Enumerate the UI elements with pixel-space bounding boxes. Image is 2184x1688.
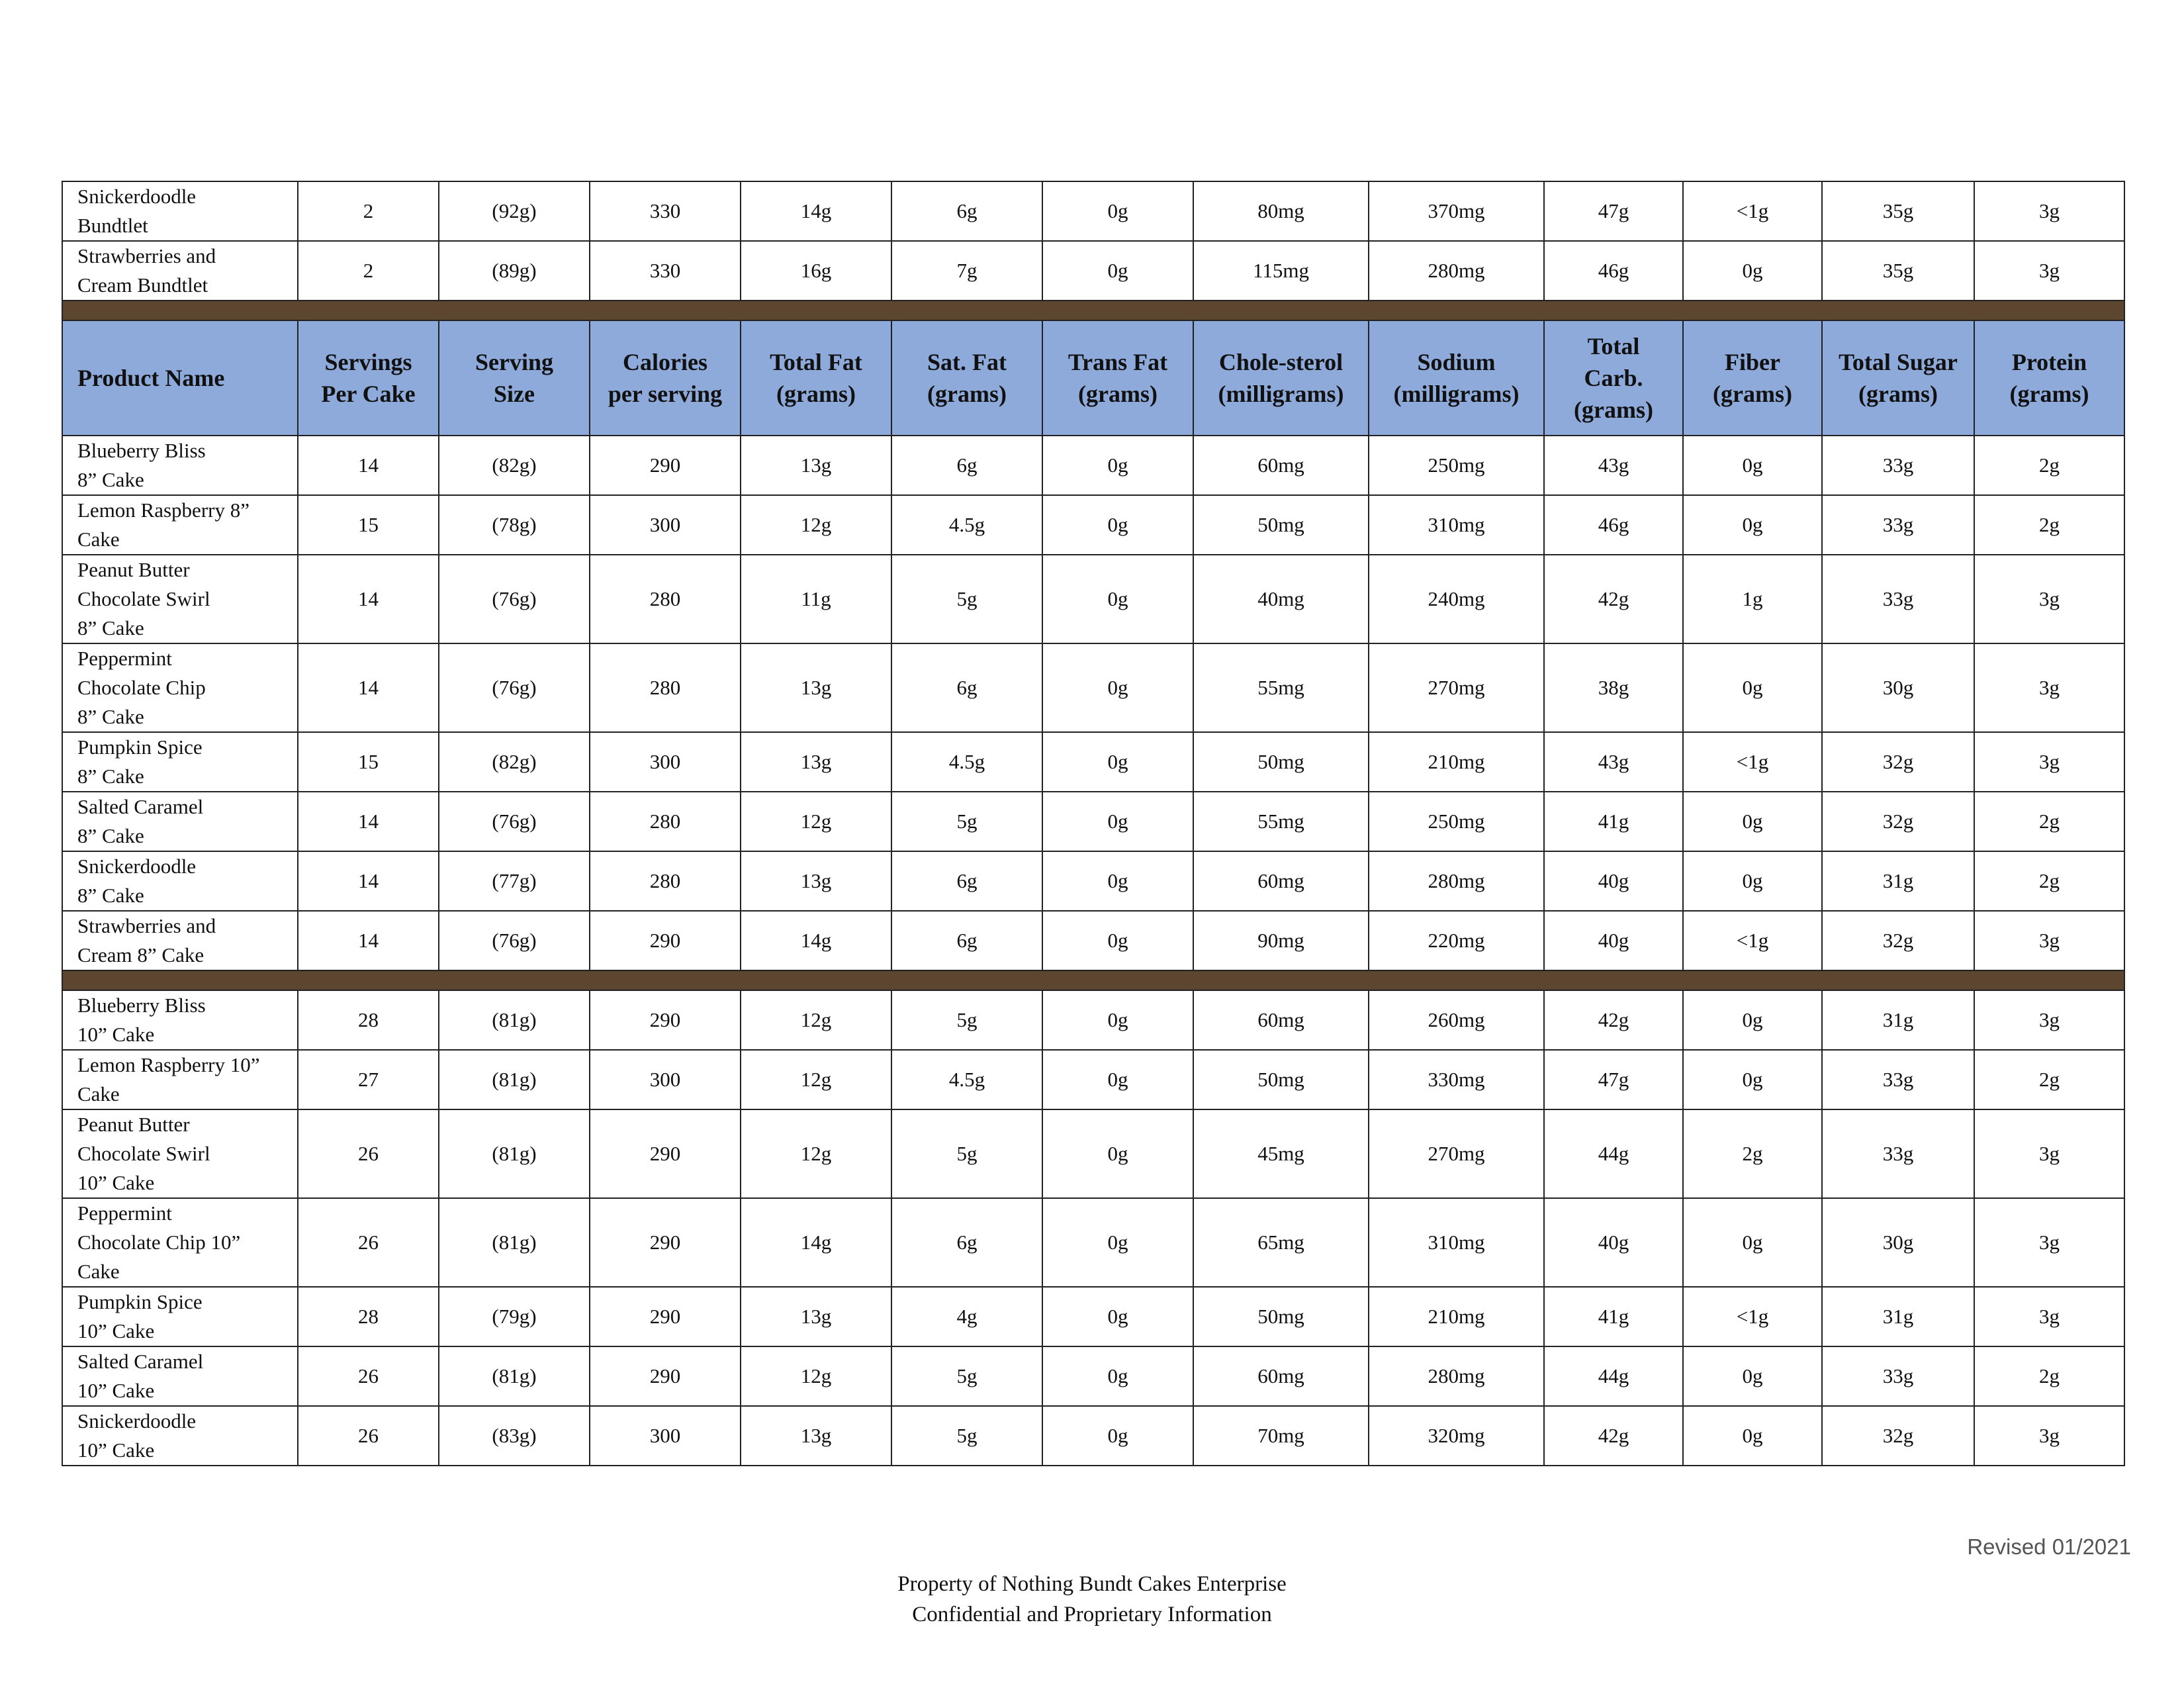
table-cell: 14 xyxy=(298,555,439,643)
table-cell: 70mg xyxy=(1193,1406,1369,1466)
table-cell: 310mg xyxy=(1369,1198,1544,1287)
section-divider xyxy=(62,301,2124,320)
table-row xyxy=(62,990,2124,1050)
table-cell: (76g) xyxy=(439,643,590,732)
table-cell: 0g xyxy=(1683,643,1822,732)
product-name-cell: Peanut Butter Chocolate Swirl 10” Cake xyxy=(62,1109,298,1198)
table-cell: 290 xyxy=(590,1198,741,1287)
table-cell: (82g) xyxy=(439,732,590,792)
table-cell: 3g xyxy=(1974,1198,2124,1287)
column-header-row xyxy=(62,320,2124,436)
table-cell: 28 xyxy=(298,1287,439,1346)
table-cell: 14 xyxy=(298,436,439,495)
table-cell: 290 xyxy=(590,1109,741,1198)
product-name-cell: Salted Caramel 10” Cake xyxy=(62,1346,298,1406)
header-section xyxy=(62,320,2124,436)
table-cell: 2g xyxy=(1974,1050,2124,1109)
table-cell: 42g xyxy=(1544,990,1683,1050)
table-cell: (81g) xyxy=(439,1198,590,1287)
table-cell: 42g xyxy=(1544,1406,1683,1466)
table-row xyxy=(62,1109,2124,1198)
table-cell: 41g xyxy=(1544,792,1683,851)
table-cell: 0g xyxy=(1683,495,1822,555)
table-cell: (76g) xyxy=(439,911,590,970)
table-cell: 280mg xyxy=(1369,851,1544,911)
table-cell: 115mg xyxy=(1193,241,1369,301)
revision-date: Revised 01/2021 xyxy=(1967,1534,2131,1559)
table-cell: 7g xyxy=(891,241,1042,301)
table-cell: 43g xyxy=(1544,732,1683,792)
table-cell: 46g xyxy=(1544,241,1683,301)
table-cell: 280mg xyxy=(1369,1346,1544,1406)
table-cell: 0g xyxy=(1683,1050,1822,1109)
table-cell: 2 xyxy=(298,241,439,301)
table-cell: 330mg xyxy=(1369,1050,1544,1109)
table-cell: 30g xyxy=(1822,643,1974,732)
table-row xyxy=(62,181,2124,241)
table-cell: 26 xyxy=(298,1346,439,1406)
table-cell: 47g xyxy=(1544,1050,1683,1109)
table-row xyxy=(62,495,2124,555)
product-name-cell: Snickerdoodle Bundtlet xyxy=(62,181,298,241)
table-row xyxy=(62,1050,2124,1109)
table-cell: 15 xyxy=(298,495,439,555)
table-cell: 47g xyxy=(1544,181,1683,241)
table-cell: 2g xyxy=(1974,792,2124,851)
product-name-cell: Pumpkin Spice 8” Cake xyxy=(62,732,298,792)
table-cell: 38g xyxy=(1544,643,1683,732)
table-cell: (92g) xyxy=(439,181,590,241)
table-cell: 0g xyxy=(1683,792,1822,851)
table-cell: 13g xyxy=(741,1406,891,1466)
ten-inch-section xyxy=(62,990,2124,1466)
table-cell: 5g xyxy=(891,1406,1042,1466)
table-cell: 14g xyxy=(741,181,891,241)
table-cell: 33g xyxy=(1822,555,1974,643)
table-cell: 27 xyxy=(298,1050,439,1109)
table-cell: 40g xyxy=(1544,851,1683,911)
table-cell: 3g xyxy=(1974,1287,2124,1346)
column-header: Protein (grams) xyxy=(1974,320,2124,436)
table-row xyxy=(62,555,2124,643)
table-cell: 270mg xyxy=(1369,643,1544,732)
table-cell: 5g xyxy=(891,1346,1042,1406)
table-cell: 0g xyxy=(1042,241,1193,301)
product-name-cell: Blueberry Bliss 8” Cake xyxy=(62,436,298,495)
table-cell: 280 xyxy=(590,792,741,851)
footer-confidential: Confidential and Proprietary Information xyxy=(912,1603,1272,1626)
table-cell: 16g xyxy=(741,241,891,301)
table-cell: 15 xyxy=(298,732,439,792)
column-header: Trans Fat (grams) xyxy=(1042,320,1193,436)
eight-inch-section xyxy=(62,436,2124,970)
table-cell: 300 xyxy=(590,495,741,555)
table-cell: (81g) xyxy=(439,1050,590,1109)
table-cell: 280mg xyxy=(1369,241,1544,301)
table-cell: 12g xyxy=(741,792,891,851)
table-cell: 32g xyxy=(1822,1406,1974,1466)
table-cell: 31g xyxy=(1822,1287,1974,1346)
table-cell: 11g xyxy=(741,555,891,643)
table-cell: 250mg xyxy=(1369,792,1544,851)
product-name-cell: Snickerdoodle 10” Cake xyxy=(62,1406,298,1466)
table-cell: 50mg xyxy=(1193,1050,1369,1109)
table-cell: (77g) xyxy=(439,851,590,911)
table-cell: 0g xyxy=(1042,911,1193,970)
table-cell: 42g xyxy=(1544,555,1683,643)
bundtlet-section xyxy=(62,181,2124,301)
table-row xyxy=(62,1198,2124,1287)
table-cell: 33g xyxy=(1822,495,1974,555)
table-cell: 320mg xyxy=(1369,1406,1544,1466)
table-row xyxy=(62,436,2124,495)
table-cell: 12g xyxy=(741,1050,891,1109)
table-cell: 80mg xyxy=(1193,181,1369,241)
table-cell: 280 xyxy=(590,643,741,732)
table-cell: 0g xyxy=(1042,555,1193,643)
table-cell: 33g xyxy=(1822,1109,1974,1198)
table-cell: 4.5g xyxy=(891,495,1042,555)
column-header: Total Fat (grams) xyxy=(741,320,891,436)
table-cell: 33g xyxy=(1822,1050,1974,1109)
table-cell: 41g xyxy=(1544,1287,1683,1346)
separator-top xyxy=(62,301,2124,320)
product-name-cell: Lemon Raspberry 10” Cake xyxy=(62,1050,298,1109)
product-name-cell: Snickerdoodle 8” Cake xyxy=(62,851,298,911)
table-cell: 6g xyxy=(891,643,1042,732)
column-header: Chole-sterol (milligrams) xyxy=(1193,320,1369,436)
table-cell: 1g xyxy=(1683,555,1822,643)
table-cell: 14 xyxy=(298,851,439,911)
table-cell: 31g xyxy=(1822,851,1974,911)
product-name-cell: Peanut Butter Chocolate Swirl 8” Cake xyxy=(62,555,298,643)
table-cell: 12g xyxy=(741,1346,891,1406)
column-header: Serving Size xyxy=(439,320,590,436)
table-cell: <1g xyxy=(1683,911,1822,970)
table-cell: 60mg xyxy=(1193,1346,1369,1406)
table-cell: 0g xyxy=(1042,990,1193,1050)
table-cell: 60mg xyxy=(1193,990,1369,1050)
table-cell: 13g xyxy=(741,732,891,792)
table-cell: 14 xyxy=(298,911,439,970)
table-cell: 260mg xyxy=(1369,990,1544,1050)
table-cell: 55mg xyxy=(1193,792,1369,851)
table-cell: 13g xyxy=(741,643,891,732)
table-cell: (81g) xyxy=(439,990,590,1050)
table-cell: 240mg xyxy=(1369,555,1544,643)
table-row xyxy=(62,241,2124,301)
table-cell: 33g xyxy=(1822,436,1974,495)
table-cell: 2g xyxy=(1974,851,2124,911)
table-cell: (83g) xyxy=(439,1406,590,1466)
table-row xyxy=(62,1287,2124,1346)
table-cell: 290 xyxy=(590,436,741,495)
table-cell: 0g xyxy=(1683,1198,1822,1287)
table-cell: 250mg xyxy=(1369,436,1544,495)
table-cell: (79g) xyxy=(439,1287,590,1346)
table-cell: 4g xyxy=(891,1287,1042,1346)
table-cell: 55mg xyxy=(1193,643,1369,732)
table-cell: 210mg xyxy=(1369,1287,1544,1346)
table-cell: 2 xyxy=(298,181,439,241)
table-cell: 0g xyxy=(1683,436,1822,495)
table-cell: 6g xyxy=(891,181,1042,241)
table-cell: 6g xyxy=(891,436,1042,495)
product-name-cell: Blueberry Bliss 10” Cake xyxy=(62,990,298,1050)
table-cell: 0g xyxy=(1042,1287,1193,1346)
table-cell: 12g xyxy=(741,1109,891,1198)
table-cell: 220mg xyxy=(1369,911,1544,970)
product-name-cell: Strawberries and Cream Bundtlet xyxy=(62,241,298,301)
table-cell: 65mg xyxy=(1193,1198,1369,1287)
table-cell: (76g) xyxy=(439,555,590,643)
footer xyxy=(0,1569,2184,1630)
table-cell: 43g xyxy=(1544,436,1683,495)
table-cell: 0g xyxy=(1683,1406,1822,1466)
table-cell: 330 xyxy=(590,181,741,241)
table-cell: 26 xyxy=(298,1406,439,1466)
table-cell: 2g xyxy=(1974,1346,2124,1406)
table-cell: 32g xyxy=(1822,732,1974,792)
table-cell: 35g xyxy=(1822,241,1974,301)
table-cell: 210mg xyxy=(1369,732,1544,792)
table-cell: 6g xyxy=(891,911,1042,970)
table-cell: 3g xyxy=(1974,732,2124,792)
column-header: Total Sugar (grams) xyxy=(1822,320,1974,436)
table-row xyxy=(62,851,2124,911)
table-cell: 26 xyxy=(298,1109,439,1198)
separator-mid xyxy=(62,970,2124,990)
table-cell: 0g xyxy=(1683,241,1822,301)
table-cell: 0g xyxy=(1042,643,1193,732)
table-row xyxy=(62,1406,2124,1466)
table-cell: 30g xyxy=(1822,1198,1974,1287)
table-cell: 26 xyxy=(298,1198,439,1287)
column-header: Fiber (grams) xyxy=(1683,320,1822,436)
table-cell: 13g xyxy=(741,1287,891,1346)
table-cell: 60mg xyxy=(1193,436,1369,495)
table-cell: 0g xyxy=(1042,1050,1193,1109)
table-cell: 50mg xyxy=(1193,732,1369,792)
table-cell: 3g xyxy=(1974,643,2124,732)
table-cell: 0g xyxy=(1683,990,1822,1050)
table-cell: 280 xyxy=(590,555,741,643)
table-cell: 3g xyxy=(1974,990,2124,1050)
table-cell: 6g xyxy=(891,851,1042,911)
table-cell: (81g) xyxy=(439,1346,590,1406)
table-cell: <1g xyxy=(1683,181,1822,241)
table-cell: 4.5g xyxy=(891,1050,1042,1109)
table-row xyxy=(62,911,2124,970)
table-cell: 300 xyxy=(590,732,741,792)
table-cell: 3g xyxy=(1974,1406,2124,1466)
table-cell: 3g xyxy=(1974,555,2124,643)
table-cell: 300 xyxy=(590,1406,741,1466)
table-cell: 32g xyxy=(1822,792,1974,851)
product-name-cell: Peppermint Chocolate Chip 8” Cake xyxy=(62,643,298,732)
table-cell: 44g xyxy=(1544,1109,1683,1198)
section-divider xyxy=(62,970,2124,990)
table-cell: 14g xyxy=(741,911,891,970)
table-cell: 0g xyxy=(1042,1406,1193,1466)
table-cell: 5g xyxy=(891,555,1042,643)
table-row xyxy=(62,792,2124,851)
table-cell: 0g xyxy=(1042,792,1193,851)
table-cell: 6g xyxy=(891,1198,1042,1287)
column-header: Total Carb. (grams) xyxy=(1544,320,1683,436)
table-cell: (82g) xyxy=(439,436,590,495)
table-cell: 0g xyxy=(1042,436,1193,495)
table-cell: 5g xyxy=(891,990,1042,1050)
table-cell: 14 xyxy=(298,643,439,732)
table-row xyxy=(62,732,2124,792)
table-cell: 2g xyxy=(1974,495,2124,555)
table-cell: 0g xyxy=(1042,851,1193,911)
table-cell: 45mg xyxy=(1193,1109,1369,1198)
nutrition-table xyxy=(62,181,2125,1466)
table-cell: 3g xyxy=(1974,1109,2124,1198)
table-cell: 0g xyxy=(1042,181,1193,241)
table-cell: 50mg xyxy=(1193,495,1369,555)
table-cell: (81g) xyxy=(439,1109,590,1198)
nutrition-sheet xyxy=(62,181,2124,1466)
table-cell: 370mg xyxy=(1369,181,1544,241)
header-product-name: Product Name xyxy=(62,320,298,436)
table-cell: 310mg xyxy=(1369,495,1544,555)
column-header: Servings Per Cake xyxy=(298,320,439,436)
column-header: Sodium (milligrams) xyxy=(1369,320,1544,436)
table-cell: 290 xyxy=(590,990,741,1050)
table-cell: 0g xyxy=(1042,1198,1193,1287)
table-cell: 290 xyxy=(590,1287,741,1346)
column-header: Sat. Fat (grams) xyxy=(891,320,1042,436)
table-cell: 46g xyxy=(1544,495,1683,555)
table-cell: 2g xyxy=(1974,436,2124,495)
product-name-cell: Peppermint Chocolate Chip 10” Cake xyxy=(62,1198,298,1287)
product-name-cell: Strawberries and Cream 8” Cake xyxy=(62,911,298,970)
table-cell: 0g xyxy=(1042,1109,1193,1198)
table-cell: 3g xyxy=(1974,241,2124,301)
table-cell: 44g xyxy=(1544,1346,1683,1406)
table-cell: 270mg xyxy=(1369,1109,1544,1198)
table-cell: 330 xyxy=(590,241,741,301)
table-cell: 14 xyxy=(298,792,439,851)
table-cell: 300 xyxy=(590,1050,741,1109)
table-cell: 28 xyxy=(298,990,439,1050)
table-cell: 33g xyxy=(1822,1346,1974,1406)
table-cell: (76g) xyxy=(439,792,590,851)
footer-ownership: Property of Nothing Bundt Cakes Enterprise xyxy=(897,1572,1287,1596)
table-cell: 280 xyxy=(590,851,741,911)
table-cell: 0g xyxy=(1683,851,1822,911)
table-cell: 35g xyxy=(1822,181,1974,241)
product-name-cell: Lemon Raspberry 8” Cake xyxy=(62,495,298,555)
table-cell: 290 xyxy=(590,1346,741,1406)
table-cell: 40mg xyxy=(1193,555,1369,643)
table-row xyxy=(62,1346,2124,1406)
table-cell: <1g xyxy=(1683,732,1822,792)
table-cell: 14g xyxy=(741,1198,891,1287)
table-cell: 290 xyxy=(590,911,741,970)
table-cell: 0g xyxy=(1042,495,1193,555)
table-cell: 0g xyxy=(1042,732,1193,792)
table-cell: 12g xyxy=(741,495,891,555)
table-cell: <1g xyxy=(1683,1287,1822,1346)
table-cell: 5g xyxy=(891,1109,1042,1198)
table-cell: 0g xyxy=(1683,1346,1822,1406)
table-cell: 40g xyxy=(1544,1198,1683,1287)
table-row xyxy=(62,643,2124,732)
column-header: Calories per serving xyxy=(590,320,741,436)
table-cell: 31g xyxy=(1822,990,1974,1050)
table-cell: 50mg xyxy=(1193,1287,1369,1346)
table-cell: 32g xyxy=(1822,911,1974,970)
table-cell: 13g xyxy=(741,436,891,495)
table-cell: 13g xyxy=(741,851,891,911)
table-cell: (78g) xyxy=(439,495,590,555)
table-cell: 40g xyxy=(1544,911,1683,970)
table-cell: 0g xyxy=(1042,1346,1193,1406)
table-cell: 90mg xyxy=(1193,911,1369,970)
table-cell: 3g xyxy=(1974,911,2124,970)
table-cell: 12g xyxy=(741,990,891,1050)
table-cell: (89g) xyxy=(439,241,590,301)
table-cell: 4.5g xyxy=(891,732,1042,792)
product-name-cell: Pumpkin Spice 10” Cake xyxy=(62,1287,298,1346)
product-name-cell: Salted Caramel 8” Cake xyxy=(62,792,298,851)
table-cell: 3g xyxy=(1974,181,2124,241)
table-cell: 5g xyxy=(891,792,1042,851)
table-cell: 60mg xyxy=(1193,851,1369,911)
table-cell: 2g xyxy=(1683,1109,1822,1198)
